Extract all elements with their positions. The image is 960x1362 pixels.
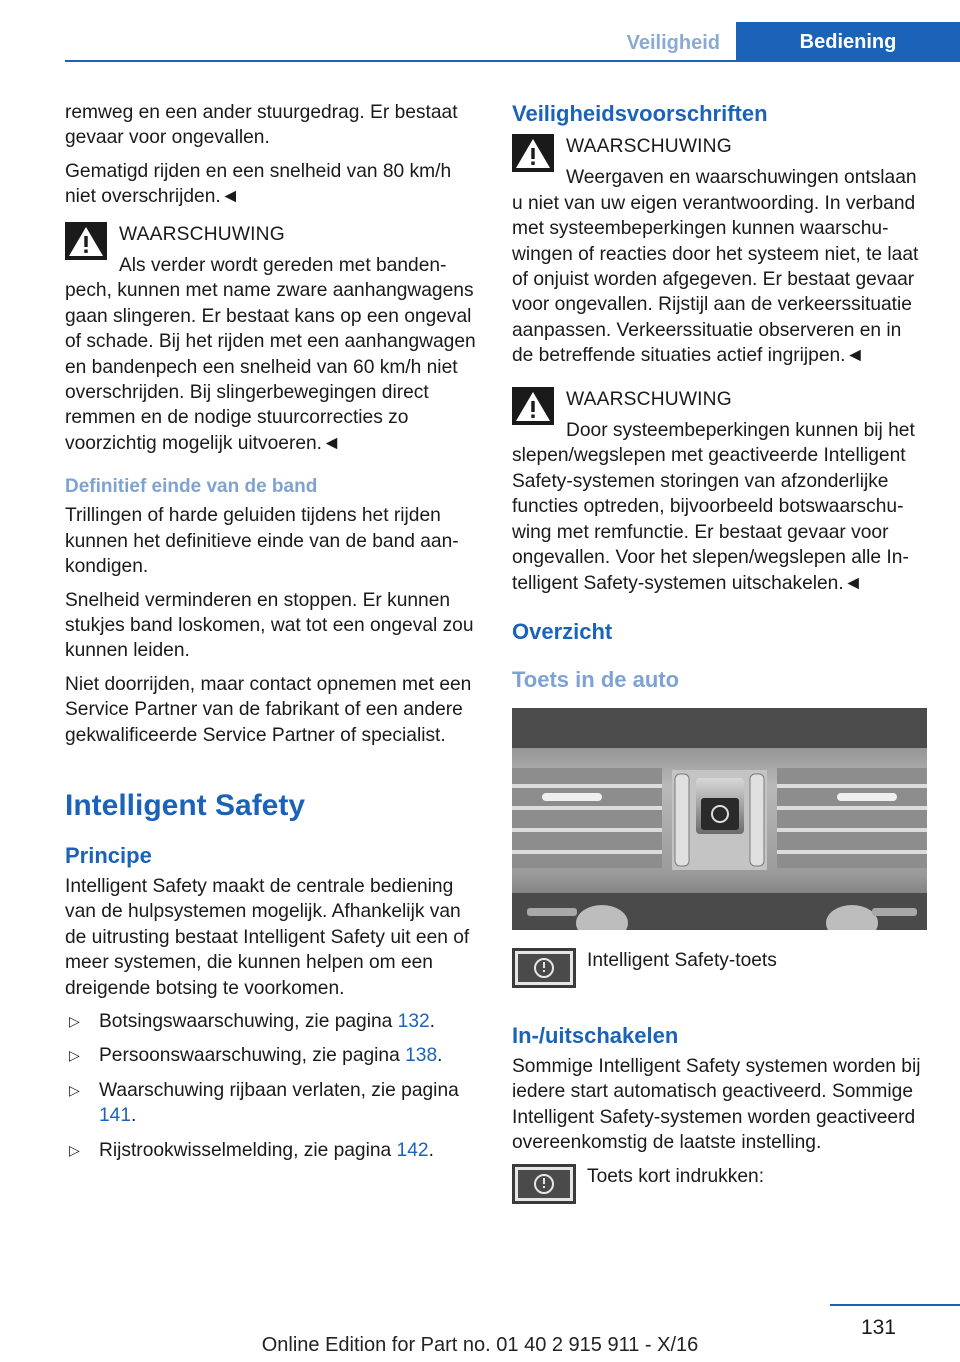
button-row [512, 948, 927, 994]
list-item: ▷ Persoonswaarschuwing, zie pagina 138. [65, 1043, 480, 1068]
footer-edition: Online Edition for Part no. 01 40 2 915 911 - X/16 [261, 1334, 699, 1356]
warning-title: WAARSCHUWING [566, 136, 732, 157]
heading-principe: Principe [65, 842, 152, 868]
left-column [65, 100, 480, 1172]
paragraph: Snelheid verminderen en stoppen. Er kunnen stukjes band loskomen, wat tot een ongeval zou kunnen leiden. [65, 589, 474, 662]
tab-bediening[interactable]: Bediening [736, 22, 960, 62]
warning-title: WAARSCHUWING [119, 223, 285, 245]
paragraph: Sommige Intelligent Safety systemen worden bij iedere start automatisch geactiveerd. Sommige Intelligent Safety-systemen worden geactiveerd overeenkomstig de laatste instelling. [512, 1055, 921, 1154]
warning-triangle-icon [512, 134, 554, 172]
heading-in-uitschakelen: In-/uitschakelen [512, 1022, 679, 1048]
warning-title: WAARSCHUWING [566, 388, 732, 410]
paragraph: remweg en een ander stuurgedrag. Er bestaat gevaar voor ongevallen. [65, 102, 458, 149]
warning-text: Door systeembeperkingen kunnen bij het slepen/wegslepen met geactiveerde Intelligent Safety-systemen storingen van afzonderlijke functies optreden, bijvoorbeeld botswaarschuwing met remfunctie. Er bestaat gevaar voor ongevallen. Voor het slepen/wegslepen alle Intelligent Safety-systemen uitschakelen.◄ [512, 420, 915, 594]
tab-veiligheid[interactable]: Veiligheid [626, 32, 720, 54]
list-item: ▷ Rijstrookwisselmelding, zie pagina 142. [65, 1138, 480, 1163]
page-number: 131 [860, 1316, 896, 1339]
button-caption: Intelligent Safety-toets [587, 949, 777, 971]
warning-text: Als verder wordt gereden met bandenpech, kunnen met name zware aanhangwagens gaan slingeren. Er bestaat kans op een ongeval of schade. Bij het rijden met een aanhangwagen en bandenpech een snelheid van 60 km/h niet overschrijden. Bij slingerbewegingen direct remmen en de nodige stuurcorrecties zo voorzichtig mogelijk uitvoeren.◄ [65, 255, 476, 454]
warning-triangle-icon [65, 222, 107, 260]
button-caption: Toets kort indrukken: [587, 1165, 765, 1187]
header-rule [65, 60, 960, 62]
warning-triangle-icon [512, 387, 554, 425]
heading-veiligheidsvoorschriften: Veiligheidsvoorschriften [512, 101, 768, 126]
page-link[interactable]: 141 [99, 1105, 132, 1127]
heading-toets-in-de-auto: Toets in de auto [512, 666, 680, 692]
paragraph: Gematigd rijden en een snelheid van 80 km/h niet overschrijden.◄ [65, 160, 452, 208]
page-link[interactable]: 142 [396, 1139, 429, 1161]
warning-text: Weergaven en waarschuwingen ontslaan u niet van uw eigen verantwoording. In verband met systeembeperkingen kunnen waarschuwingen of reacties door het systeem niet, te laat of onjuist worden afgegeven. Er bestaat gevaar voor ongevallen. Rijstijl aan de verkeerssituatie aanpassen. Verkeerssituatie observeren en in de betreffende situaties actief ingrijpen.◄ [512, 167, 919, 367]
right-column [512, 100, 927, 1210]
heading-definitief-einde: Definitief einde van de band [65, 476, 318, 498]
warning-block [65, 222, 480, 457]
warning-block [512, 134, 927, 369]
dashboard-photo [512, 708, 927, 930]
system-list [65, 1009, 480, 1163]
page-link[interactable]: 138 [405, 1045, 438, 1067]
intelligent-safety-button-icon [512, 1164, 576, 1204]
paragraph: Trillingen of harde geluiden tijdens het rijden kunnen het definitieve einde van de band aankondigen. [65, 505, 459, 578]
paragraph: Intelligent Safety maakt de centrale bediening van de hulpsystemen mogelijk. Afhankelijk van de uitrusting bestaat Intelligent Safety uit een of meer systemen, die kunnen helpen om een dreigende botsing te voorkomen. [65, 875, 470, 999]
heading-overzicht: Overzicht [512, 618, 613, 644]
page-link[interactable]: 132 [397, 1010, 430, 1032]
paragraph: Niet doorrijden, maar contact opnemen met een Service Partner van de fabrikant of een andere gekwalificeerde Service Partner of specialist. [65, 673, 472, 746]
page-header [65, 22, 960, 62]
warning-block [512, 387, 927, 596]
list-item: ▷ Waarschuwing rijbaan verlaten, zie pagina 141. [65, 1078, 480, 1129]
list-item: ▷ Botsingswaarschuwing, zie pagina 132. [65, 1009, 480, 1034]
footer-rule [830, 1304, 960, 1306]
button-row [512, 1164, 927, 1210]
heading-intelligent-safety: Intelligent Safety [65, 788, 306, 822]
intelligent-safety-button-icon [512, 948, 576, 988]
